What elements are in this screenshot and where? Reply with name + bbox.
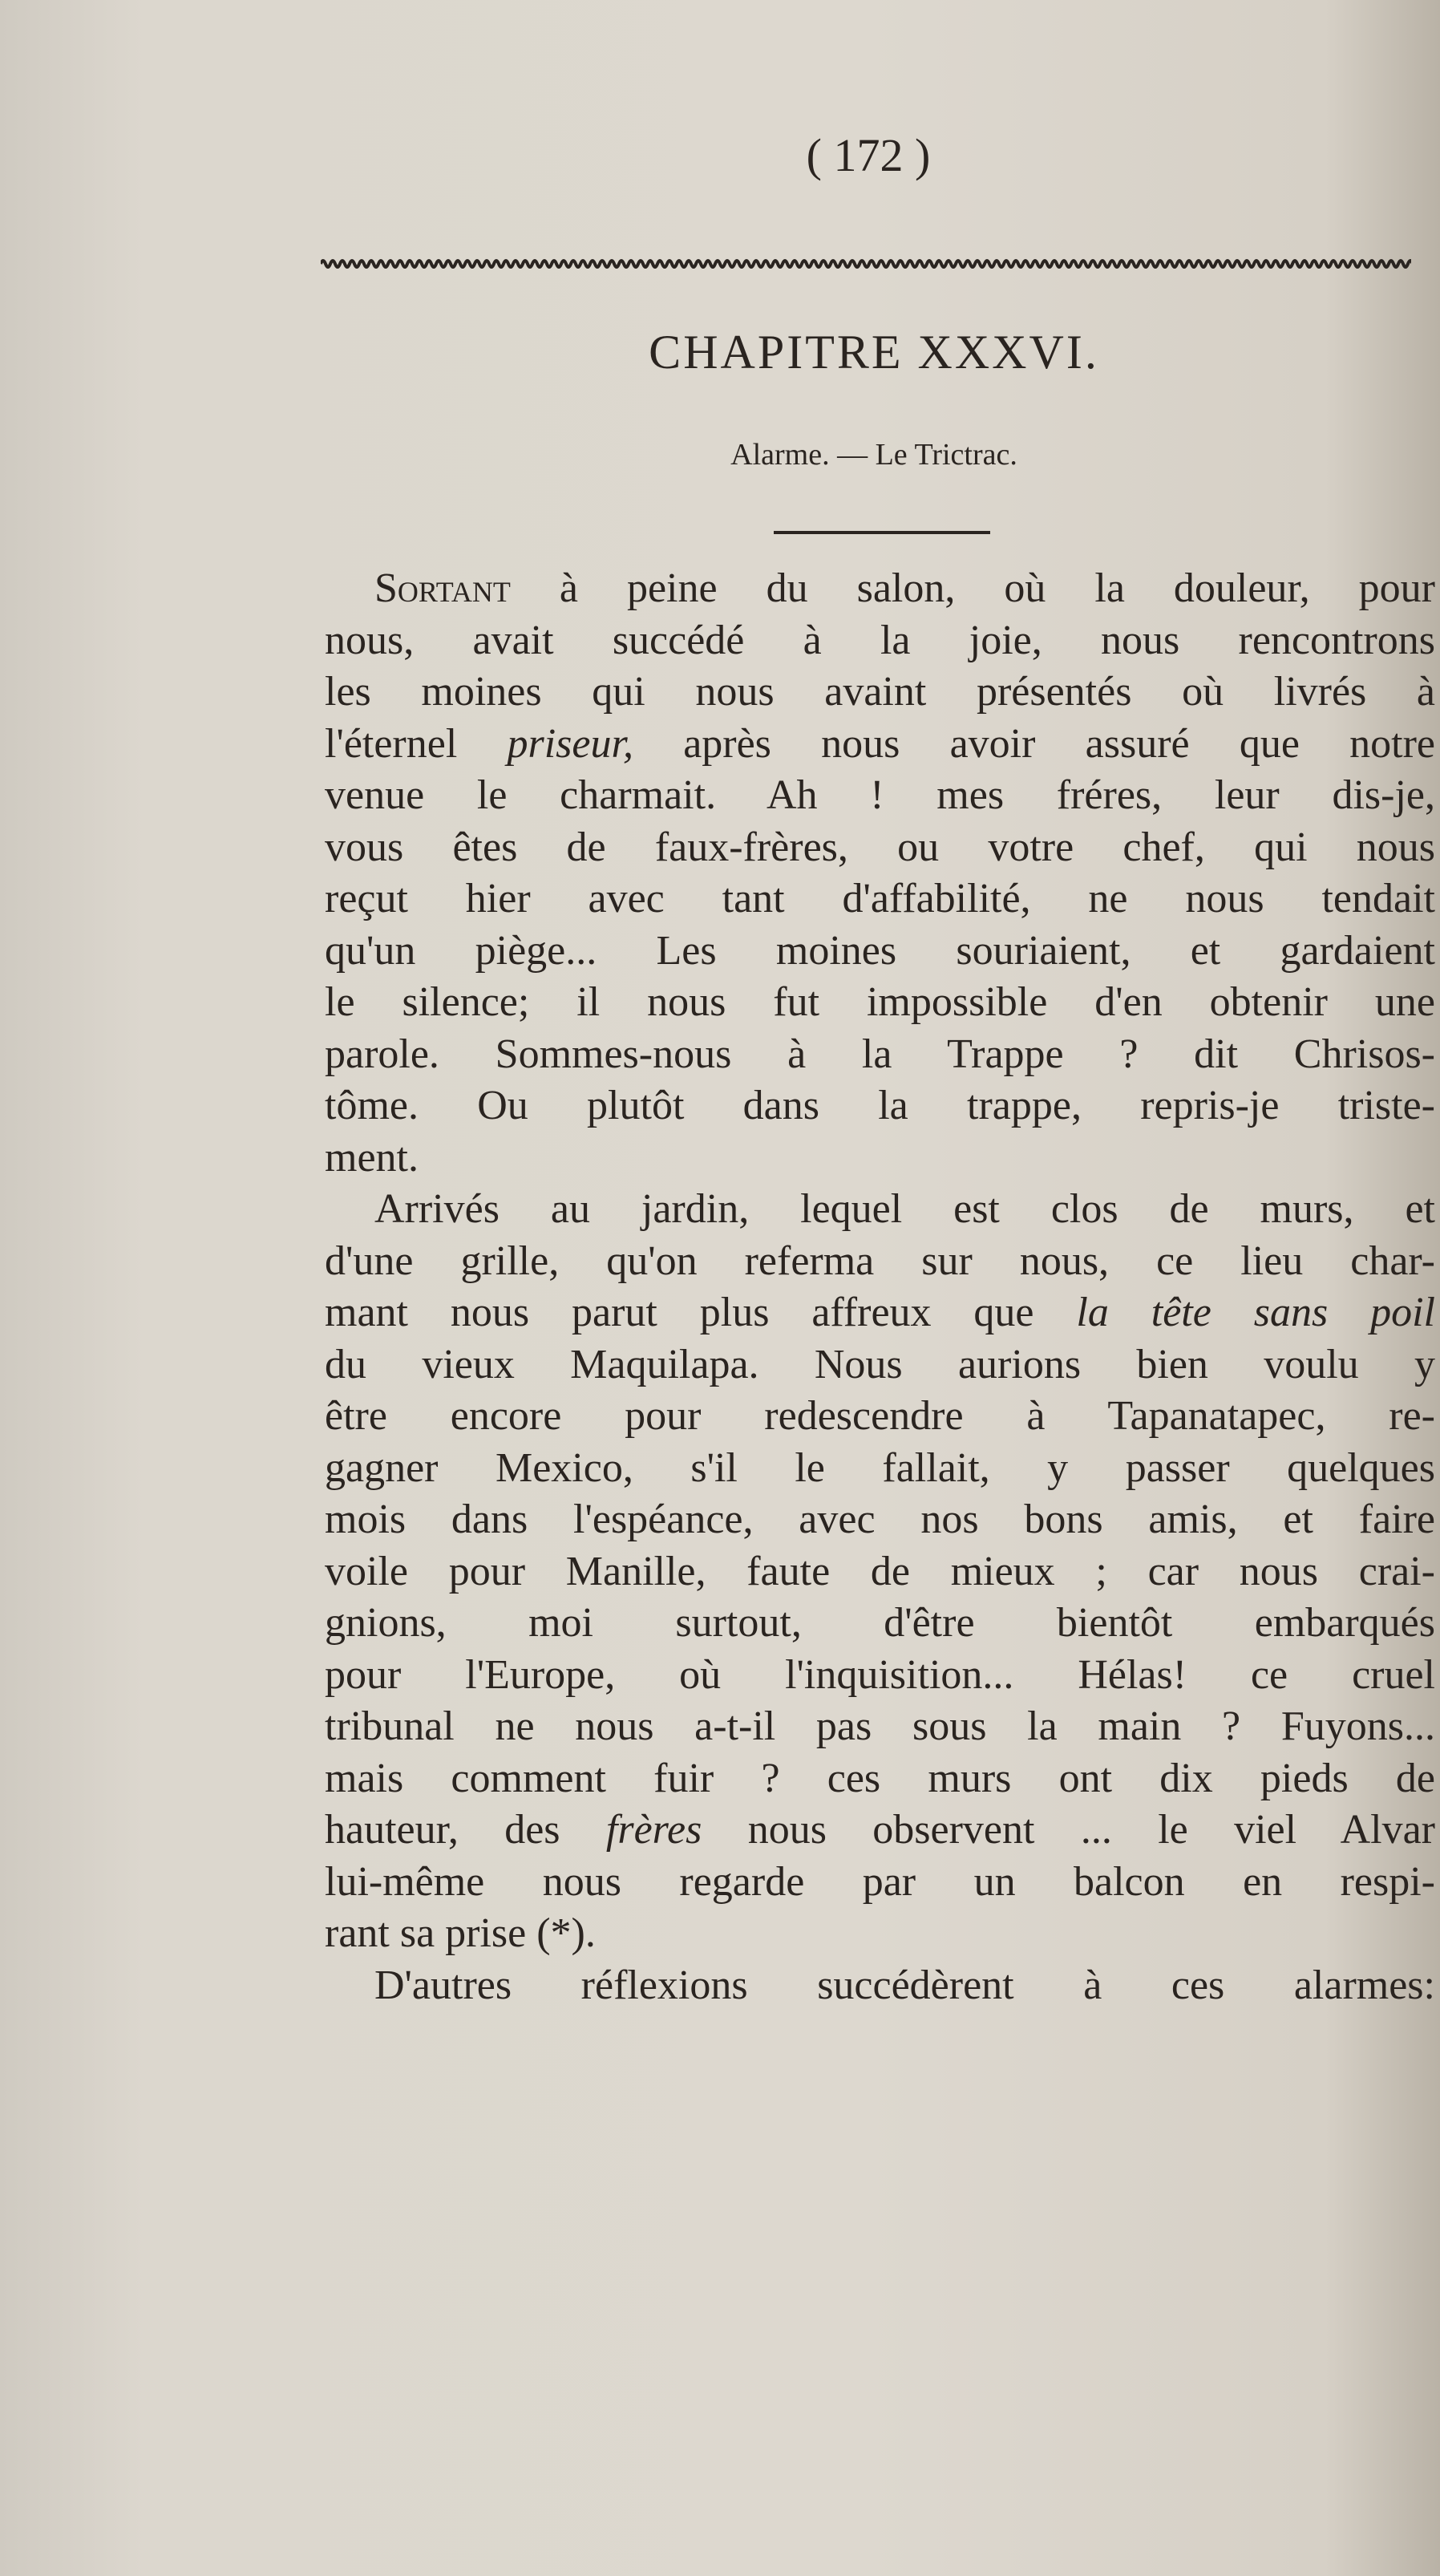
text-line [325,873,1435,925]
text-run: gagner Mexico, s'il le fallait, y passer quelques [325,1444,1435,1491]
text-run: vous êtes de faux-frères, ou votre chef, qui nous [325,824,1435,870]
text-line [325,1908,1435,1960]
text-line [325,1701,1435,1753]
text-run: lui-même nous regarde par un balcon en respi- [325,1858,1435,1905]
text-line [325,1029,1435,1081]
text-run: gnions, moi surtout, d'être bientôt embarqués [325,1600,1435,1646]
text-run: mois dans l'espéance, avec nos bons amis, et faire [325,1497,1435,1542]
text-line [325,615,1435,667]
text-run: du vieux Maquilapa. Nous aurions bien voulu y [325,1341,1435,1387]
text-line [325,822,1435,874]
text-line [325,1546,1435,1598]
italic-text: frères [605,1807,702,1853]
text-run: qu'un piège... Les moines souriaient, et gardaient [325,927,1435,974]
text-run: ment. [325,1134,419,1181]
text-line [325,1960,1435,2012]
text-run: l'éternel [325,720,508,767]
text-run: Arrivés au jardin, lequel est clos de murs, et [374,1186,1435,1232]
text-line [325,1080,1435,1132]
text-line [325,1236,1435,1288]
text-run: D'autres réflexions succédèrent à ces alarmes: [374,1962,1435,2008]
text-run: tôme. Ou plutôt dans la trappe, repris-je triste- [325,1083,1435,1128]
text-line [325,1857,1435,1909]
text-run: d'une grille, qu'on referma sur nous, ce lieu char- [325,1237,1435,1284]
text-run: nous, avait succédé à la joie, nous rencontrons [325,617,1435,663]
text-run: après nous avoir assuré que notre [633,720,1435,767]
chapter-title: CHAPITRE XXXVI. [649,326,1099,379]
text-line [325,1494,1435,1546]
text-line [325,1132,1435,1185]
text-run: hauteur, des [325,1807,606,1853]
divider-rule [774,531,990,534]
text-run: rant sa prise (*). [325,1910,596,1956]
text-line [325,1753,1435,1805]
text-run: tribunal ne nous a-t-il pas sous la main ? Fuyons... [325,1703,1435,1749]
text-run: parole. Sommes-nous à la Trappe ? dit Chrisos- [325,1031,1435,1077]
text-line [325,1339,1435,1391]
text-line [325,770,1435,822]
text-line [325,666,1435,719]
text-run: mais comment fuir ? ces murs ont dix pieds de [325,1755,1435,1801]
text-run: mant nous parut plus affreux que [325,1290,1077,1335]
text-line [325,1804,1435,1857]
text-run: nous observent ... le viel Alvar [702,1807,1435,1853]
text-run: reçut hier avec tant d'affabilité, ne nous tendait [325,876,1435,921]
page-number: ( 172 ) [806,129,931,181]
text-run: pour l'Europe, où l'inquisition... Hélas! ce cruel [325,1651,1435,1698]
text-line [325,719,1435,771]
ornamental-wavy-rule [321,255,1411,273]
text-line [325,925,1435,978]
text-line [325,977,1435,1029]
text-line [325,1650,1435,1702]
text-run: les moines qui nous avaint présentés où livrés à [325,669,1435,715]
chapter-subtitle: Alarme. — Le Trictrac. [730,438,1017,472]
text-run: voile pour Manille, faute de mieux ; car nous crai- [325,1548,1435,1594]
text-run: à peine du salon, où la douleur, pour [510,565,1435,611]
text-run: Sortant [374,565,511,611]
italic-text: priseur, [507,720,633,767]
text-run: être encore pour redescendre à Tapanatapec, re- [325,1393,1435,1439]
text-run: le silence; il nous fut impossible d'en obtenir une [325,979,1435,1025]
text-line [325,1287,1435,1339]
text-line [325,1184,1435,1236]
text-line [325,1443,1435,1495]
italic-text: la tête sans poil [1076,1290,1435,1335]
text-line [325,1598,1435,1650]
body-text [325,563,1435,2011]
text-run: venue le charmait. Ah ! mes fréres, leur dis-je, [325,772,1435,818]
text-line [325,1391,1435,1443]
text-line [325,563,1435,615]
